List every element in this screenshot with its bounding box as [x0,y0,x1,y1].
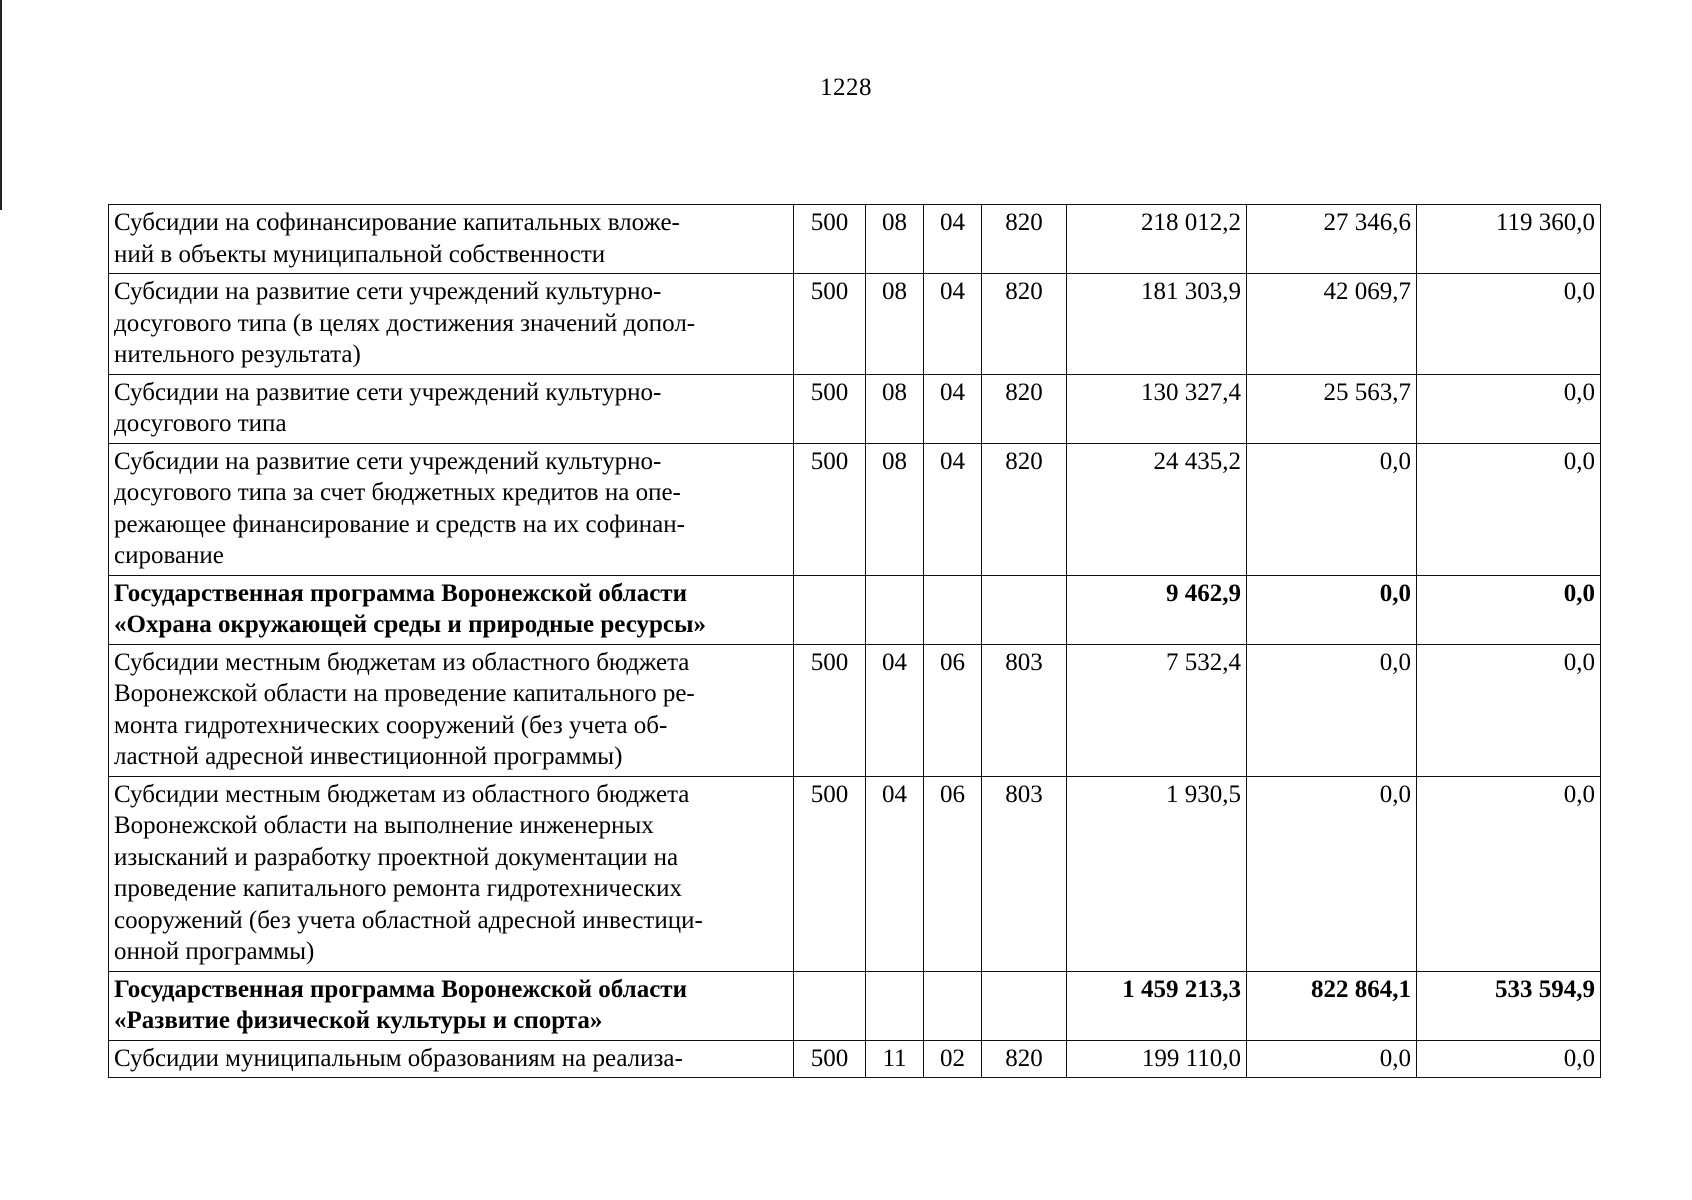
target-code-cell [982,575,1067,644]
table-row [109,374,1601,443]
table-row [109,274,1601,375]
amount-2-cell: 0,0 [1247,443,1417,575]
amount-2-cell: 27 346,6 [1247,205,1417,274]
subsection-cell: 04 [924,374,982,443]
subsection-cell [924,971,982,1040]
program-row [109,575,1601,644]
amount-3-cell: 0,0 [1417,1040,1601,1078]
row-name: Субсидии местным бюджетам из областного бюджета Воронежской области на проведение капитального ре- монта гидротехнических сооружений (без учета об- ластной адресной инвестиционной программы) [109,644,794,776]
amount-1-cell: 199 110,0 [1067,1040,1247,1078]
amount-2-cell: 0,0 [1247,644,1417,776]
table-row [109,644,1601,776]
code-cell [794,575,866,644]
amount-3-cell: 533 594,9 [1417,971,1601,1040]
code-cell: 500 [794,443,866,575]
amount-1-cell: 130 327,4 [1067,374,1247,443]
amount-1-cell: 7 532,4 [1067,644,1247,776]
amount-2-cell: 0,0 [1247,575,1417,644]
amount-2-cell: 42 069,7 [1247,274,1417,375]
amount-1-cell: 218 012,2 [1067,205,1247,274]
subsection-cell: 06 [924,776,982,971]
section-cell: 04 [866,644,924,776]
amount-1-cell: 24 435,2 [1067,443,1247,575]
code-cell: 500 [794,274,866,375]
row-name: Субсидии на развитие сети учреждений культурно- досугового типа (в целях достижения значений допол- нительного результата) [109,274,794,375]
code-cell: 500 [794,644,866,776]
row-name: Субсидии на развитие сети учреждений культурно- досугового типа [109,374,794,443]
row-name: Субсидии на развитие сети учреждений культурно- досугового типа за счет бюджетных кредитов на опе- режающее финансирование и средств на их софинан- сирование [109,443,794,575]
subsection-cell: 06 [924,644,982,776]
amount-3-cell: 0,0 [1417,575,1601,644]
row-name: Государственная программа Воронежской области «Охрана окружающей среды и природные ресурсы» [109,575,794,644]
page-number: 1228 [820,74,872,101]
section-cell: 08 [866,274,924,375]
row-name: Субсидии муниципальным образованиям на реализа- [109,1040,794,1078]
amount-2-cell: 0,0 [1247,1040,1417,1078]
code-cell [794,971,866,1040]
section-cell: 11 [866,1040,924,1078]
amount-2-cell: 822 864,1 [1247,971,1417,1040]
row-name: Субсидии на софинансирование капитальных вложе- ний в объекты муниципальной собственности [109,205,794,274]
target-code-cell: 820 [982,1040,1067,1078]
table-row [109,205,1601,274]
target-code-cell: 820 [982,443,1067,575]
target-code-cell: 820 [982,374,1067,443]
budget-table-body [109,205,1601,1078]
section-cell: 08 [866,443,924,575]
subsection-cell [924,575,982,644]
amount-1-cell: 1 930,5 [1067,776,1247,971]
amount-3-cell: 0,0 [1417,776,1601,971]
amount-2-cell: 0,0 [1247,776,1417,971]
code-cell: 500 [794,776,866,971]
amount-3-cell: 0,0 [1417,374,1601,443]
amount-1-cell: 1 459 213,3 [1067,971,1247,1040]
row-name: Государственная программа Воронежской области «Развитие физической культуры и спорта» [109,971,794,1040]
target-code-cell [982,971,1067,1040]
code-cell: 500 [794,374,866,443]
subsection-cell: 04 [924,205,982,274]
section-cell: 08 [866,205,924,274]
section-cell [866,971,924,1040]
amount-3-cell: 0,0 [1417,644,1601,776]
table-row [109,776,1601,971]
target-code-cell: 803 [982,776,1067,971]
amount-3-cell: 119 360,0 [1417,205,1601,274]
code-cell: 500 [794,205,866,274]
amount-1-cell: 9 462,9 [1067,575,1247,644]
scan-left-edge [0,0,2,210]
target-code-cell: 820 [982,274,1067,375]
amount-1-cell: 181 303,9 [1067,274,1247,375]
code-cell: 500 [794,1040,866,1078]
table-row [109,443,1601,575]
section-cell: 04 [866,776,924,971]
row-name: Субсидии местным бюджетам из областного бюджета Воронежской области на выполнение инженерных изысканий и разработку проектной документации на проведение капитального ремонта гидротехнических сооружений (без учета областной адресной инвестици- онной программы) [109,776,794,971]
budget-table [108,204,1601,1078]
amount-3-cell: 0,0 [1417,274,1601,375]
subsection-cell: 02 [924,1040,982,1078]
target-code-cell: 803 [982,644,1067,776]
table-row [109,1040,1601,1078]
amount-3-cell: 0,0 [1417,443,1601,575]
target-code-cell: 820 [982,205,1067,274]
section-cell: 08 [866,374,924,443]
subsection-cell: 04 [924,274,982,375]
subsection-cell: 04 [924,443,982,575]
program-row [109,971,1601,1040]
section-cell [866,575,924,644]
amount-2-cell: 25 563,7 [1247,374,1417,443]
